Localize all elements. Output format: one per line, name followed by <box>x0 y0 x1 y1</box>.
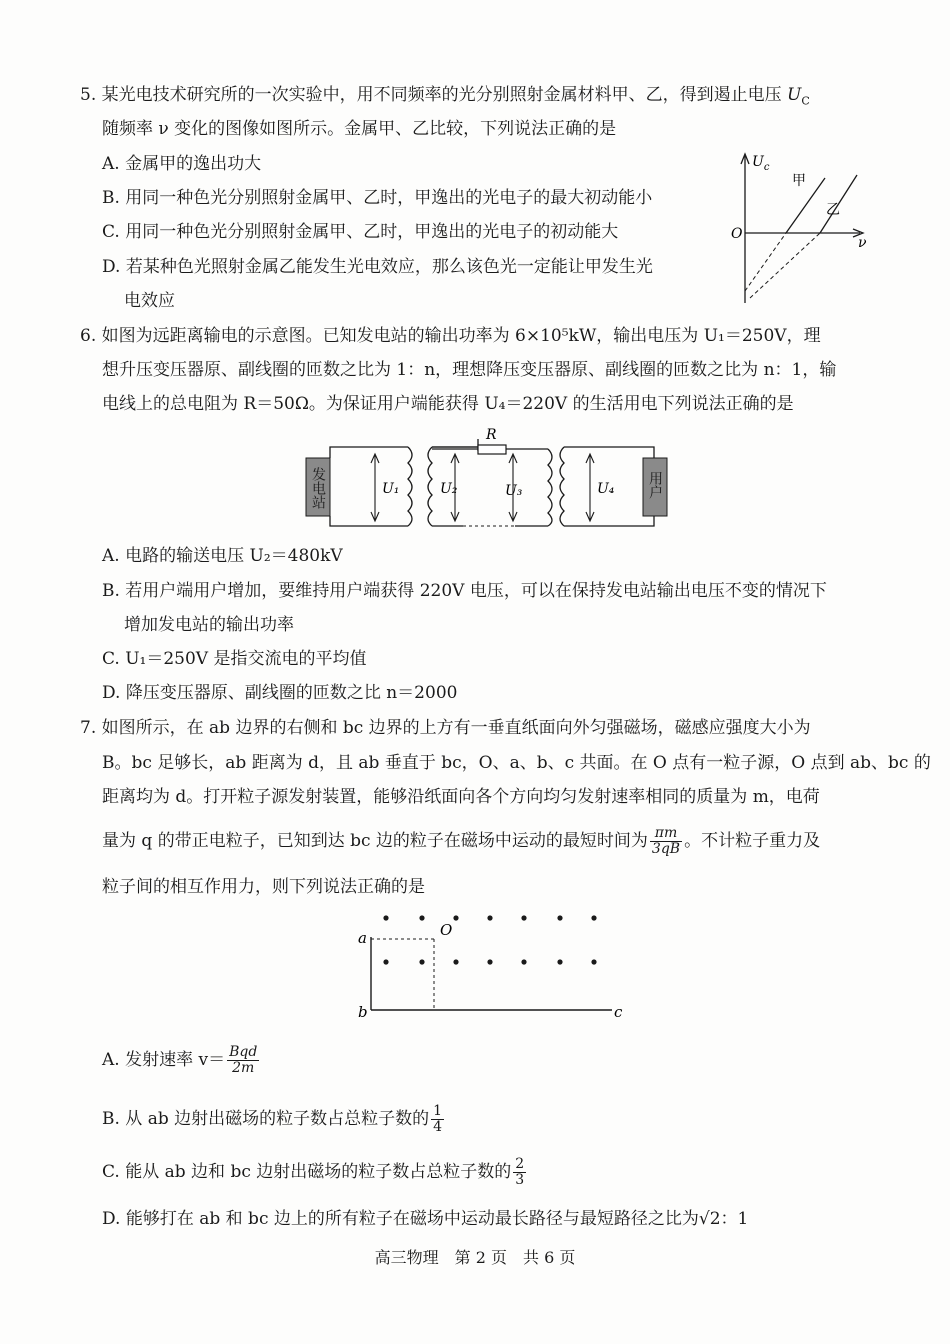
q7-label-b: b <box>358 1003 368 1021</box>
q7-stem-line4-text: 量为 q 的带正电粒子，已知到达 bc 边的粒子在磁场中运动的最短时间为 <box>102 831 648 851</box>
q5-stem-line1 <box>80 84 810 112</box>
q7-stem-line3: 距离均为 d。打开粒子源发射装置，能够沿纸面向各个方向均匀发射速率相同的质量为 m，电荷 <box>102 787 820 807</box>
q5-stem-line2: 随频率 ν 变化的图像如图所示。金属甲、乙比较，下列说法正确的是 <box>102 119 617 139</box>
q6-stem-line3: 电线上的总电阻为 R＝50Ω。为保证用户端能获得 U₄＝220V 的生活用电下列说法正确的是 <box>102 394 794 414</box>
q6-right-loop-bottom <box>564 516 654 526</box>
page-footer: 高三物理 第 2 页 共 6 页 <box>374 1248 576 1267</box>
q7-option-a-text: A. 发射速率 v＝ <box>102 1050 226 1070</box>
q7-field-dots <box>383 915 596 964</box>
q5-graph-y-label: $U_c$ <box>752 154 770 173</box>
q6-right-loop <box>564 447 654 458</box>
q5-stem-symbol: U <box>787 85 802 105</box>
q5-graph-jia-label: 甲 <box>792 173 806 189</box>
q6-u4-label: U₄ <box>597 481 615 497</box>
q6-resistor-label: R <box>486 427 497 443</box>
q6-option-b-line1: B. 若用户端用户增加，要维持用户端获得 220V 电压，可以在保持发电站输出电压不变的情况下 <box>102 581 827 601</box>
q7-option-b-fraction <box>431 1104 444 1135</box>
q5-graph-origin: O <box>731 226 743 242</box>
q5-option-d-line1: D. 若某种色光照射金属乙能发生光电效应，那么该色光一定能让甲发生光 <box>102 257 653 277</box>
q7-stem-line4-tail: 。不计粒子重力及 <box>684 831 821 851</box>
q7-label-a: a <box>358 929 367 947</box>
q7-stem-line1: 7. 如图所示，在 ab 边界的右侧和 bc 边界的上方有一垂直纸面向外匀强磁场，磁感应强度大小为 <box>80 718 811 738</box>
q5-stem-text: 5. 某光电技术研究所的一次实验中，用不同频率的光分别照射金属材料甲、乙，得到遏止电压 <box>80 85 782 105</box>
q5-option-b: B. 用同一种色光分别照射金属甲、乙时，甲逸出的光电子的最大初动能小 <box>102 188 653 208</box>
q7-option-b-numerator: 1 <box>433 1103 443 1119</box>
q7-option-d: D. 能够打在 ab 和 bc 边上的所有粒子在磁场中运动最长路径与最短路径之比为√2：1 <box>102 1209 749 1229</box>
q6-transformer1-primary <box>408 447 412 526</box>
q6-u2-label: U₂ <box>440 481 458 497</box>
q6-stem-line2: 想升压变压器原、副线圈的匝数之比为 1：n，理想降压变压器原、副线圈的匝数之比为 n：1，输 <box>102 360 837 380</box>
q5-graph <box>720 148 870 308</box>
q6-user-label: 用户 <box>647 471 663 499</box>
q7-option-a <box>102 1045 261 1076</box>
q7-time-denominator: 3qB <box>651 841 681 857</box>
q6-option-c: C. U₁＝250V 是指交流电的平均值 <box>102 649 367 669</box>
q6-transmission-top-left <box>432 439 478 447</box>
q6-circuit-diagram <box>300 425 690 535</box>
q7-field-diagram <box>350 905 630 1025</box>
q7-option-c-fraction <box>513 1157 526 1188</box>
q6-transformer2-primary <box>548 449 552 526</box>
q7-option-b-text: B. 从 ab 边射出磁场的粒子数占总粒子数的 <box>102 1109 430 1129</box>
q7-stem-line2: B。bc 足够长，ab 距离为 d，且 ab 垂直于 bc，O、a、b、c 共面。在 O 点有一粒子源，O 点到 ab、bc 的 <box>102 753 931 773</box>
q7-option-a-denominator: 2m <box>232 1060 255 1076</box>
q6-resistor <box>478 445 506 454</box>
q5-graph-x-label: ν <box>858 235 867 251</box>
q7-stem-line4 <box>102 826 820 857</box>
q5-option-c: C. 用同一种色光分别照射金属甲、乙时，甲逸出的光电子的初动能大 <box>102 222 619 242</box>
q6-station-label: 发电站 <box>310 467 326 509</box>
q7-option-c <box>102 1157 528 1188</box>
q5-line-jia-dashed <box>745 233 786 291</box>
q7-option-c-text: C. 能从 ab 边和 bc 边射出磁场的粒子数占总粒子数的 <box>102 1162 512 1182</box>
q6-transformer1-secondary <box>428 447 432 526</box>
q7-stem-line5: 粒子间的相互作用力，则下列说法正确的是 <box>102 877 425 897</box>
q5-option-a: A. 金属甲的逸出功大 <box>102 154 262 174</box>
q7-label-o: O <box>440 921 453 939</box>
q7-option-c-denominator: 3 <box>515 1172 525 1188</box>
q6-option-a: A. 电路的输送电压 U₂＝480kV <box>102 546 343 566</box>
q7-option-a-numerator: Bqd <box>229 1044 258 1060</box>
q7-time-numerator: πm <box>650 826 682 842</box>
q6-option-d: D. 降压变压器原、副线圈的匝数之比 n＝2000 <box>102 683 458 703</box>
q7-time-fraction <box>650 826 682 857</box>
q6-stem-line1: 6. 如图为远距离输电的示意图。已知发电站的输出功率为 6×10⁵kW，输出电压为 U₁＝250V，理 <box>80 326 821 346</box>
q7-option-c-numerator: 2 <box>515 1156 525 1172</box>
q5-graph-yi-label: 乙 <box>826 202 840 218</box>
q5-line-yi-dashed <box>750 233 820 298</box>
q6-u1-label: U₁ <box>382 481 400 497</box>
q7-option-b <box>102 1104 446 1135</box>
q7-label-c: c <box>614 1003 623 1021</box>
q6-u3-label: U₃ <box>505 483 523 499</box>
q5-stem-subscript: C <box>801 94 810 108</box>
q7-option-b-denominator: 4 <box>433 1119 443 1135</box>
q6-left-loop <box>330 447 408 458</box>
q6-left-loop-bottom <box>330 516 408 526</box>
q6-transformer2-secondary <box>560 447 564 526</box>
q7-option-a-fraction <box>227 1045 259 1076</box>
q6-option-b-line2: 增加发电站的输出功率 <box>124 615 294 635</box>
q5-option-d-line2: 电效应 <box>124 291 175 311</box>
